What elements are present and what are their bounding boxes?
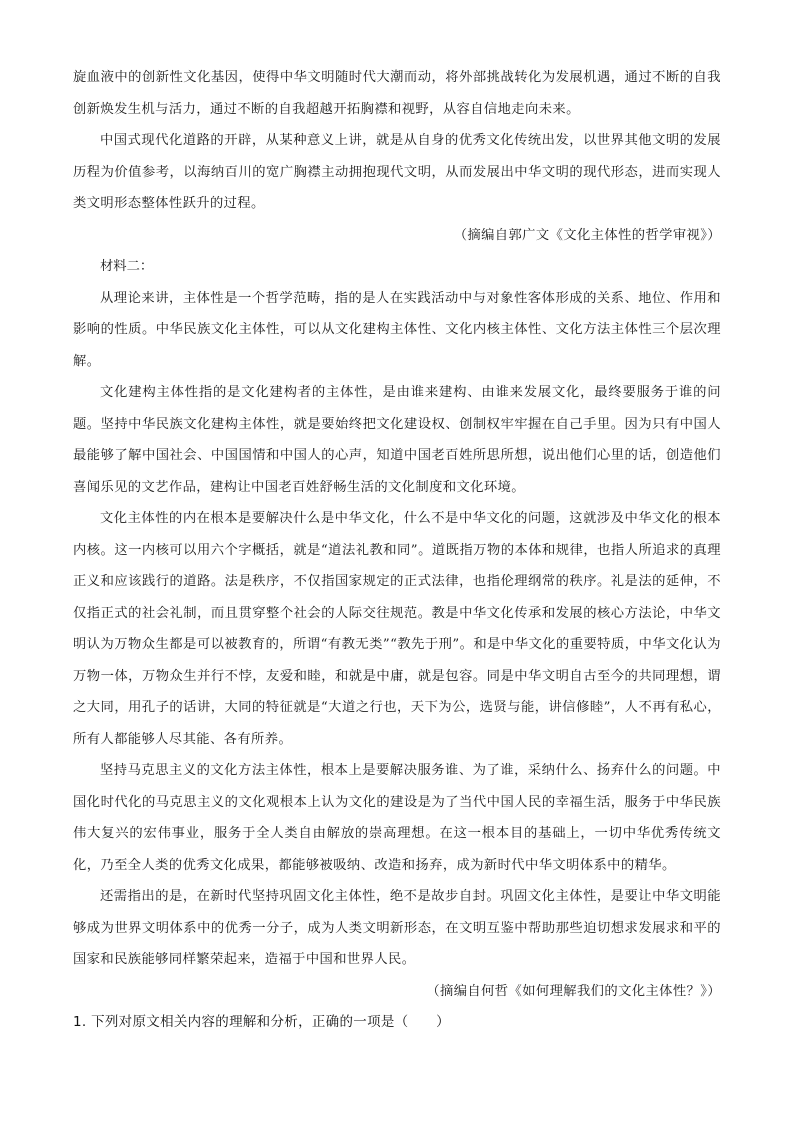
material-two-heading: 材料二： [100,259,154,274]
material-two-paragraph-4: 坚持马克思主义的文化方法主体性，根本上是要解决服务谁、为了谁，采纳什么、扬弃什么的问题。中国化时代化的马克思主义的文化观根本上认为文化的建设是为了当代中国人民的幸福生活，服务于中华民族伟大复兴的宏伟事业，服务于全人类自由解放的崇高理想。在这一根本目的基础上，一切中华优秀传统文化，乃至全人类的优秀文化成果，都能够被吸纳、改造和扬弃，成为新时代中华文明体系中的精华。 [73,763,721,873]
material-two-paragraph-1: 从理论来讲，主体性是一个哲学范畴，指的是人在实践活动中与对象性客体形成的关系、地位、作用和影响的性质。中华民族文化主体性，可以从文化建构主体性、文化内核主体性、文化方法主体性三个层次理解。 [73,290,721,369]
material-two-source: （摘编自何哲《如何理解我们的文化主体性？》） [426,983,721,999]
material-one-paragraph-1: 旋血液中的创新性文化基因，使得中华文明随时代大潮而动，将外部挑战转化为发展机遇，通过不断的自我创新焕发生机与活力，通过不断的自我超越开拓胸襟和视野，从容自信地走向未来。 [73,70,721,117]
material-two [73,251,721,1007]
material-two-paragraph-2: 文化建构主体性指的是文化建构者的主体性，是由谁来建构、由谁来发展文化，最终要服务于谁的问题。坚持中华民族文化建构主体性，就是要始终把文化建设权、创制权牢牢握在自己手里。因为只有中国人最能够了解中国社会、中国国情和中国人的心声，知道中国老百姓所思所想，说出他们心里的话，创造他们喜闻乐见的文艺作品，建构让中国老百姓舒畅生活的文化制度和文化环境。 [73,385,721,495]
material-two-paragraph-3: 文化主体性的内在根本是要解决什么是中华文化，什么不是中华文化的问题，这就涉及中华文化的根本内核。这一内核可以用六个字概括，就是“道法礼教和同”。道既指万物的本体和规律，也指人所追求的真理正义和应该践行的道路。法是秩序，不仅指国家规定的正式法律，也指伦理纲常的秩序。礼是法的延伸，不仅指正式的社会礼制，而且贯穿整个社会的人际交往规范。教是中华文化传承和发展的核心方法论，中华文明认为万物众生都是可以被教育的，所谓“有教无类”“教先于刑”。和是中华文化的重要特质，中华文化认为万物一体，万物众生并行不悖，友爱和睦，和就是中庸，就是包容。同是中华文明自古至今的共同理想，谓之大同，用孔子的话讲，大同的特征就是“大道之行也，天下为公，选贤与能，讲信修睦”，人不再有私心，所有人都能够人尽其能、各有所养。 [73,511,721,747]
question-one: 1. 下列对原文相关内容的理解和分析，正确的一项是（ ） [73,1014,450,1030]
material-two-paragraph-5: 还需指出的是，在新时代坚持巩固文化主体性，绝不是故步自封。巩固文化主体性，是要让中华文明能够成为世界文明体系中的优秀一分子，成为人类文明新形态，在文明互鉴中帮助那些迫切想求发展求和平的国家和民族能够同样繁荣起来，造福于中国和世界人民。 [73,889,721,967]
material-one [73,62,721,251]
material-one-paragraph-2: 中国式现代化道路的开辟，从某种意义上讲，就是从自身的优秀文化传统出发，以世界其他文明的发展历程为价值参考，以海纳百川的宽广胸襟主动拥抱现代文明，从而发展出中华文明的现代形态，进而实现人类文明形态整体性跃升的过程。 [73,133,721,211]
document-page [73,62,721,1038]
material-one-source: （摘编自郭广文《文化主体性的哲学审视》） [453,227,721,243]
